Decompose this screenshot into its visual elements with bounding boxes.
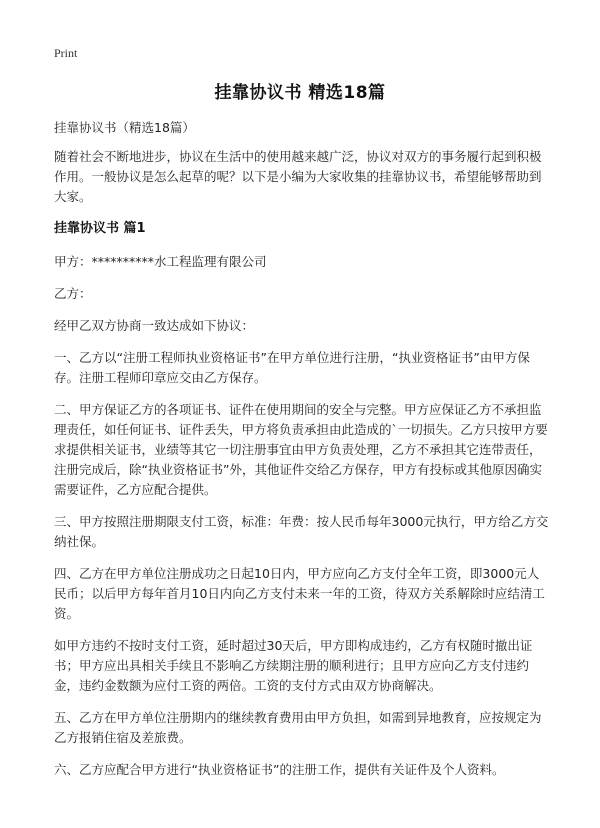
document-body <box>54 118 550 792</box>
clause-6: 六、乙方应配合甲方进行“执业资格证书”的注册工作，提供有关证件及个人资料。 <box>54 762 505 777</box>
clause-5: 五、乙方在甲方单位注册期内的继续教育费用由甲方负担，如需到异地教育，应按规定为乙方报销住宿及差旅费。 <box>54 710 542 745</box>
section-heading: 挂靠协议书 篇1 <box>54 221 146 236</box>
clause-3: 三、甲方按照注册期限支付工资，标准：年费：按人民币每年3000元执行，甲方给乙方交纳社保。 <box>54 514 549 549</box>
document-title: 挂靠协议书 精选18篇 <box>214 83 386 103</box>
clause-4: 四、乙方在甲方单位注册成功之日起10日内，甲方应向乙方支付全年工资，即3000元人民币；以后甲方每年首月10日内向乙方支付未来一年的工资，待双方关系解除时应结清工资。 <box>54 566 545 621</box>
clause-4-breach: 如甲方违约不按时支付工资，延时超过30天后，甲方即构成违约，乙方有权随时撤出证书；甲方应出具相关手续且不影响乙方续期注册的顺利进行；且甲方应向乙方支付违约金，违约金数额为应付工资的两倍。工资的支付方式由双方协商解决。 <box>54 638 533 693</box>
document-subtitle: 挂靠协议书（精选18篇） <box>54 120 195 135</box>
party-b-line: 乙方： <box>54 286 92 301</box>
party-a-line: 甲方：**********水工程监理有限公司 <box>54 254 267 269</box>
agreement-intro: 经甲乙双方协商一致达成如下协议： <box>54 318 255 333</box>
clause-1: 一、乙方以“注册工程师执业资格证书”在甲方单位进行注册，“执业资格证书”由甲方保存。注册工程师印章应交由乙方保存。 <box>54 350 530 385</box>
intro-paragraph: 随着社会不断地进步，协议在生活中的使用越来越广泛，协议对双方的事务履行起到积极作用。一般协议是怎么起草的呢？以下是小编为大家收集的挂靠协议书，希望能够帮助到大家。 <box>54 149 542 204</box>
clause-2: 二、甲方保证乙方的各项证书、证件在使用期间的安全与完整。甲方应保证乙方不承担监理责任，如任何证书、证件丢失，甲方将负责承担由此造成的`一切损失。乙方只按甲方要求提供相关证书，业绩等其它一切注册事宜由甲方负责处理，乙方不承担其它连带责任，注册完成后，除“执业资格证书”外，其他证件交给乙方保存，甲方有投标或其他原因确实需要证件，乙方应配合提供。 <box>54 402 548 497</box>
print-label: Print <box>54 46 78 60</box>
